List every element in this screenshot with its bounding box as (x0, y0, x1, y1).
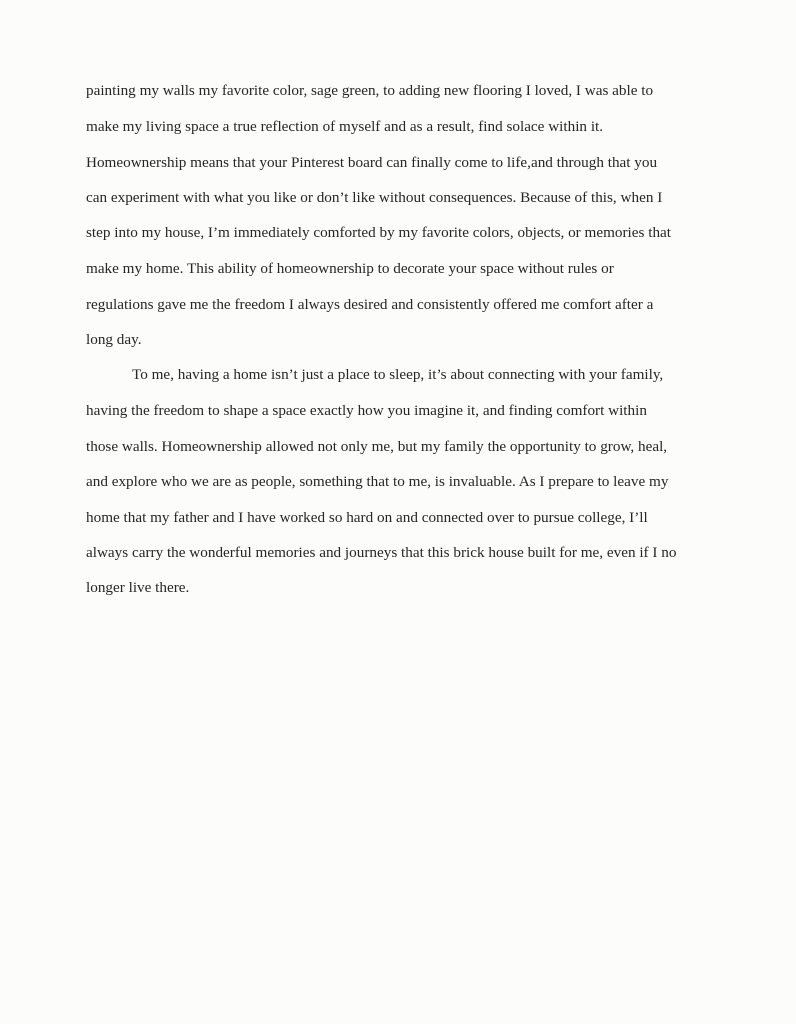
text-line: and explore who we are as people, something that to me, is invaluable. As I prepare to leave my (86, 473, 669, 490)
text-line: longer live there. (86, 579, 190, 596)
essay-body (86, 82, 726, 596)
text-line: long day. (86, 331, 142, 348)
text-line: having the freedom to shape a space exactly how you imagine it, and finding comfort within (86, 402, 647, 419)
text-line: home that my father and I have worked so hard on and connected over to pursue college, I’ll (86, 509, 648, 526)
text-line: step into my house, I’m immediately comforted by my favorite colors, objects, or memories that (86, 224, 672, 241)
text-line: make my home. This ability of homeownership to decorate your space without rules or (86, 260, 614, 277)
text-line: Homeownership means that your Pinterest board can finally come to life,and through that you (86, 154, 658, 171)
text-line: those walls. Homeownership allowed not only me, but my family the opportunity to grow, heal, (86, 438, 668, 455)
text-line: can experiment with what you like or don’t like without consequences. Because of this, when I (86, 189, 663, 206)
text-line: make my living space a true reflection of myself and as a result, find solace within it. (86, 118, 604, 135)
text-line: regulations gave me the freedom I always desired and consistently offered me comfort after a (86, 296, 654, 313)
paragraph-start-line: To me, having a home isn’t just a place to sleep, it’s about connecting with your family, (132, 366, 664, 383)
text-line: always carry the wonderful memories and journeys that this brick house built for me, even if I no (86, 544, 677, 561)
text-line: painting my walls my favorite color, sage green, to adding new flooring I loved, I was able to (86, 82, 654, 99)
